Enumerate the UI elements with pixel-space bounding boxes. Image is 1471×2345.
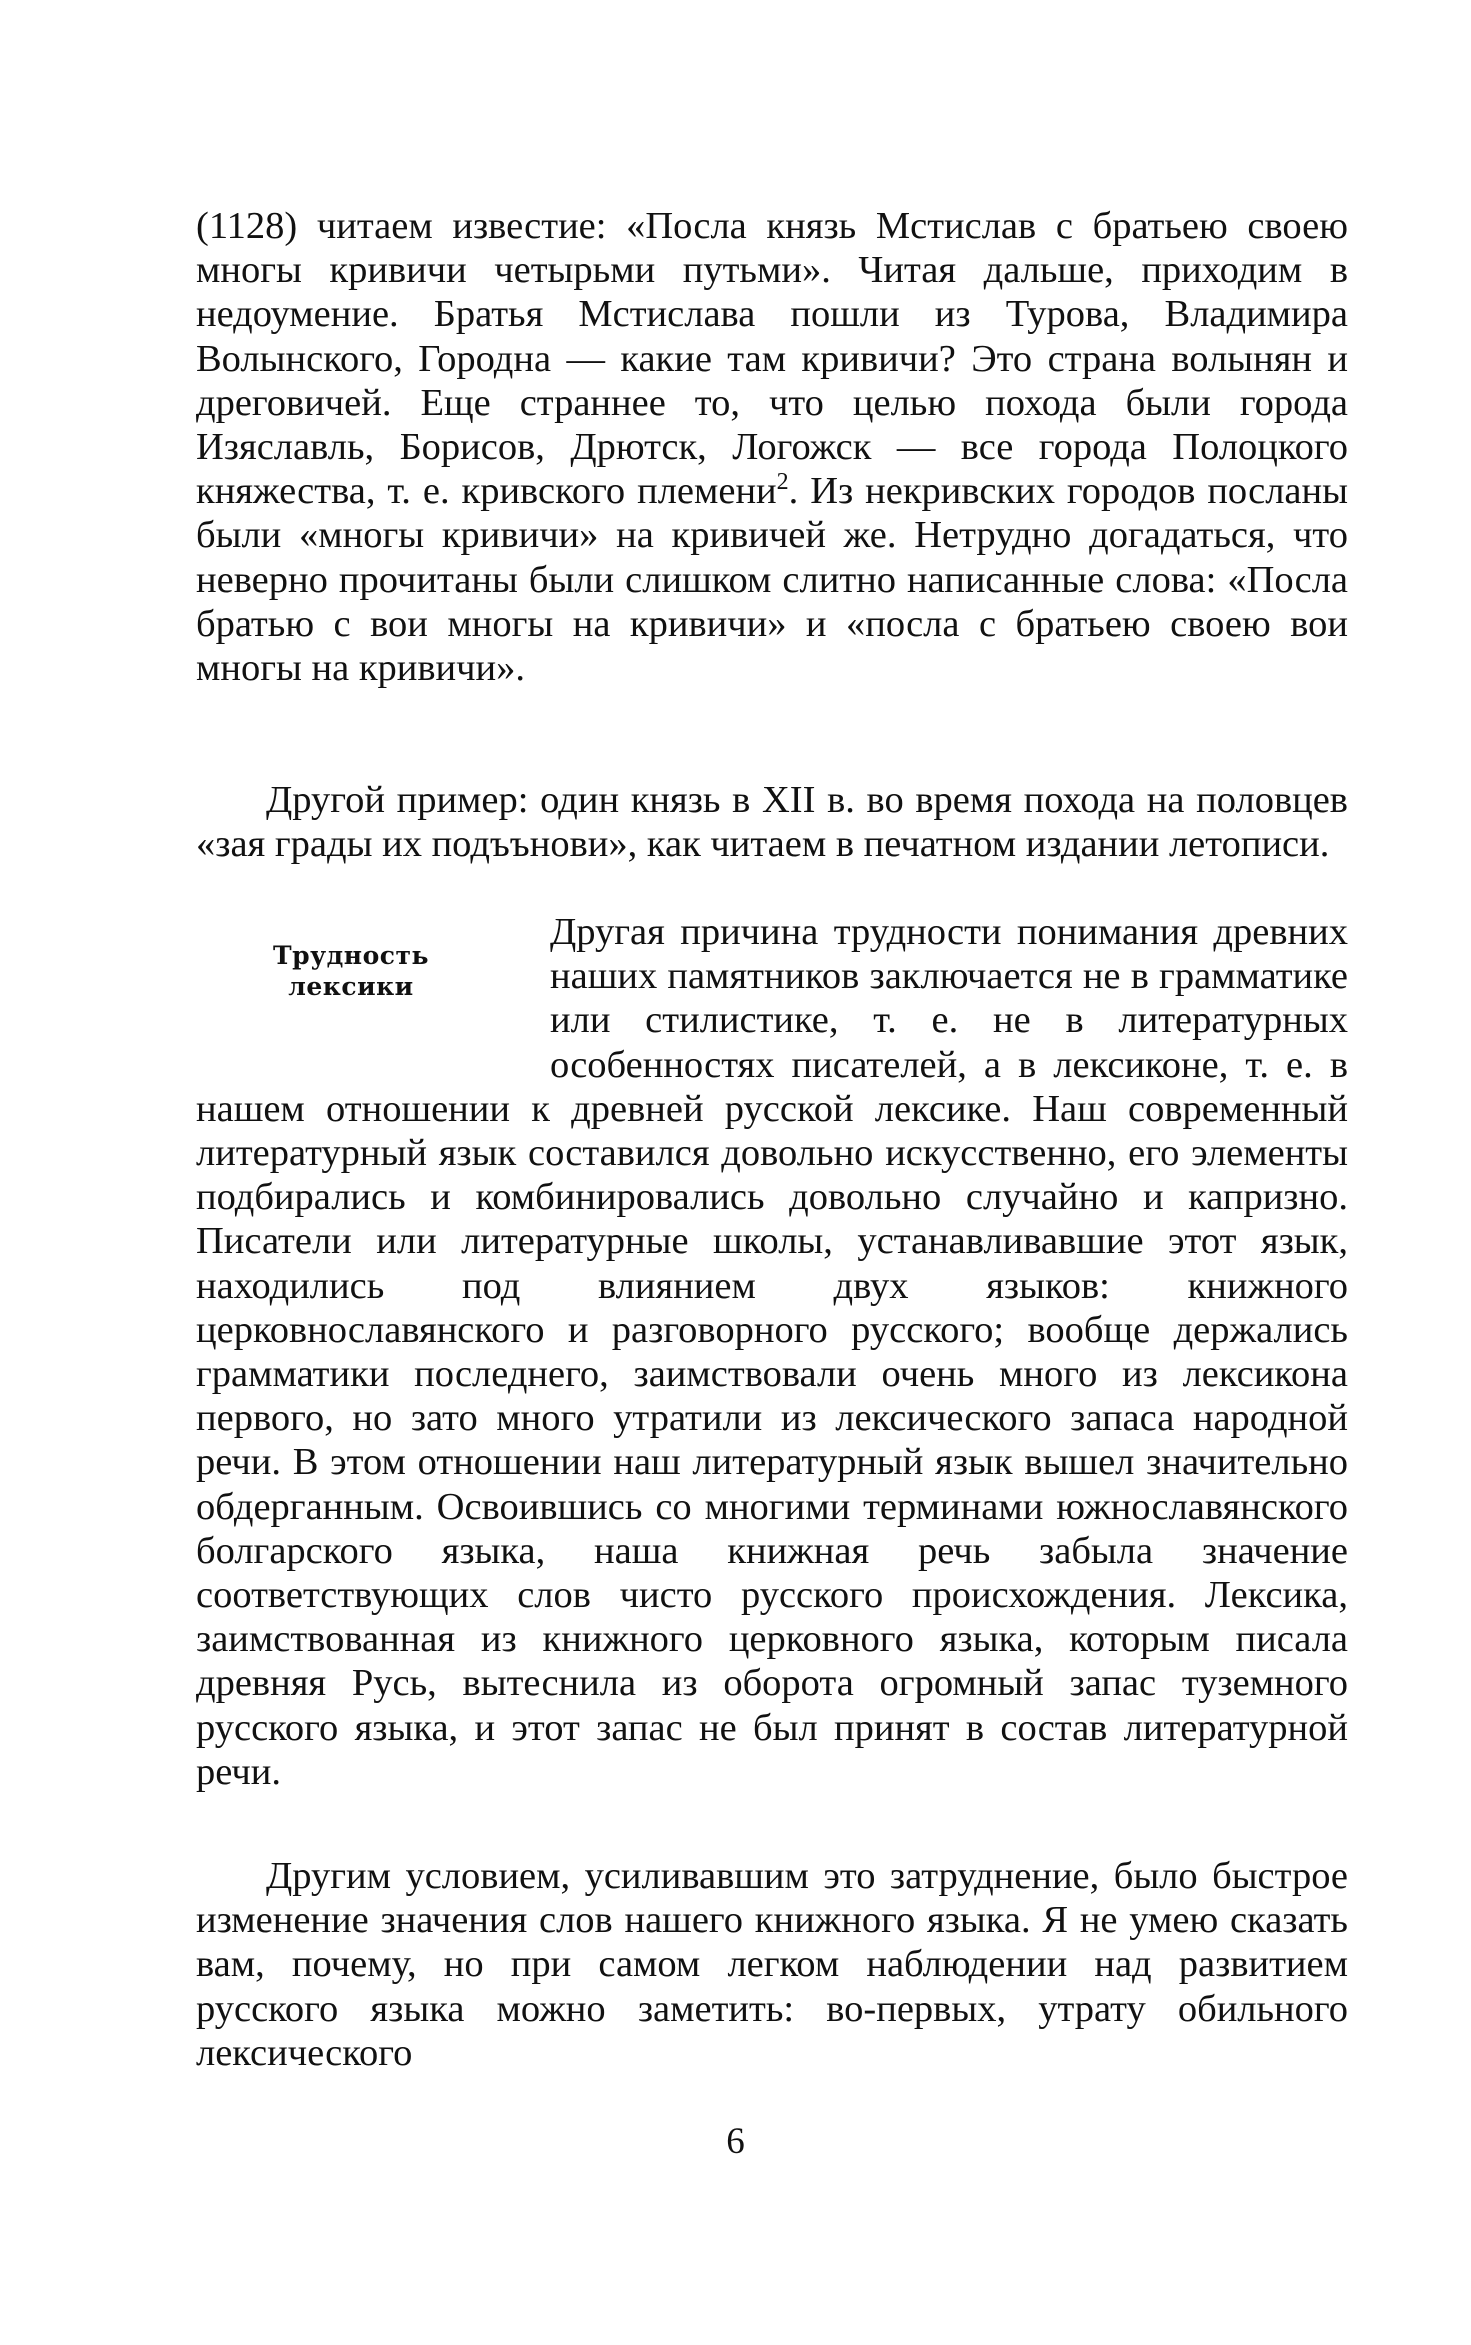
paragraph-2-text: Другой пример: один князь в XII в. во время похода на половцев «зая грады их подъънови», как читаем в печатном издании летописи.	[196, 779, 1348, 866]
paragraph-1-text: (1128) читаем известие: «Посла князь Мстислав с братьею своею многы кривичи четырьми путьми». Читая дальше, приходим в недоумение. Братья Мстислава пошли из Турова, Владимира Волынского, Городна — какие там кривичи? Это страна волынян и дреговичей. Еще страннее то, что целью похода были города Изяславль, Борисов, Дрютск, Логожск — все города Полоцкого княжества, т. е. кривского племени	[196, 205, 1348, 513]
paragraph-1-continuation: . Из некривских городов посланы были «многы кривичи» на кривичей же. Нетрудно догадаться, что неверно прочитаны были слишком слитно написанные слова: «Посла братью с вои многы на кривичи» и «посла с братьею своею вои многы на кривичи».	[196, 470, 1348, 690]
paragraph-3	[196, 910, 1348, 1794]
paragraph-4-text: Другим условием, усиливавшим это затруднение, было быстрое изменение значения слов нашего книжного языка. Я не умею сказать вам, почему, но при самом легком наблюдении над развитием русского языка можно заметить: во-первых, утрату обильного лексического	[196, 1855, 1348, 2074]
margin-note-line-2: лексики	[288, 972, 414, 1001]
margin-note	[196, 940, 506, 1068]
margin-note-line-1: Трудность	[273, 941, 429, 970]
paragraph-1	[196, 204, 1348, 690]
page-number: 6	[726, 2121, 745, 2162]
paragraph-2	[196, 778, 1348, 866]
paragraph-3-text: Другая причина трудности понимания древних наших памятников заключается не в грамматике или стилистике, т. е. не в литературных особенностях писателей, а в лексиконе, т. е. в нашем отношении к древней русской лексике. Наш современный литературный язык составился довольно искусственно, его элементы подбирались и комбинировались довольно случайно и капризно. Писатели или литературные школы, устанавливавшие этот язык, находились под влиянием двух языков: книжного церковнославянского и разговорного русского; вообще держались грамматики последнего, заимствовали очень много из лексикона первого, но зато много утратили из лексического запаса народной речи. В этом отношении наш литературный язык вышел значительно обдерганным. Освоившись со многими терминами южнославянского болгарского языка, наша книжная речь забыла значение соответствующих слов чисто русского происхождения. Лексика, заимствованная из книжного церковного языка, которым писала древняя Русь, вытеснила из оборота огромный запас туземного русского языка, и этот запас не был принят в состав литературной речи.	[196, 911, 1348, 1793]
footnote-ref: 2	[776, 469, 789, 496]
paragraph-4	[196, 1854, 1348, 2075]
